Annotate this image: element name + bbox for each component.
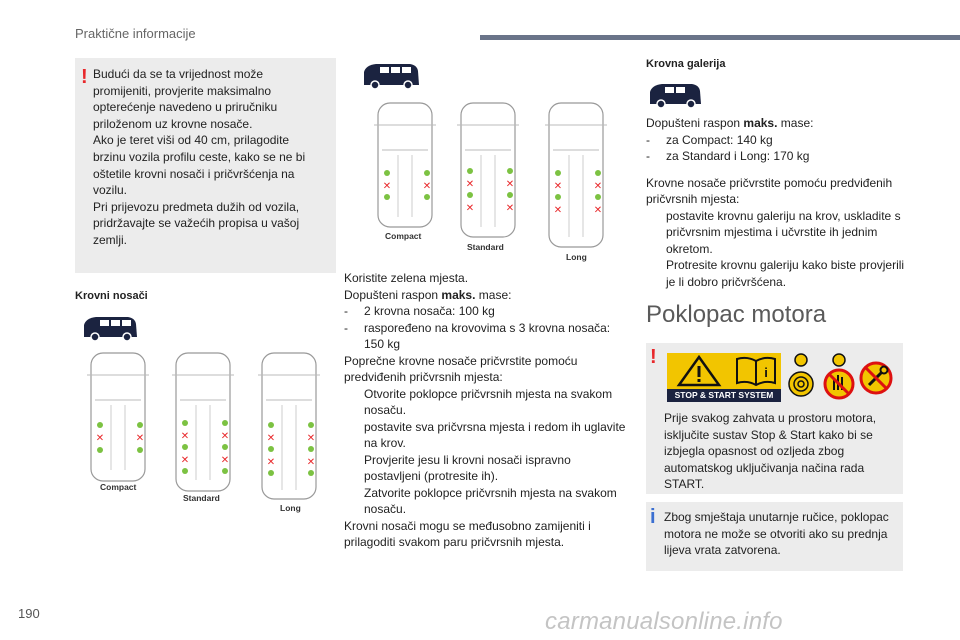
fan-belt-icon (787, 352, 815, 402)
warning-line: priloženom uz krovne nosače. (93, 116, 253, 131)
svg-text:✕: ✕ (593, 181, 603, 192)
warning-line: Pri prijevozu predmeta dužih od vozila, (93, 199, 300, 214)
svg-text:✕: ✕ (180, 455, 190, 466)
roof-bars-title: Krovni nosači (75, 290, 148, 302)
car-top-view-standard (168, 345, 238, 495)
label-long: Long (566, 252, 587, 262)
svg-text:✕: ✕ (553, 181, 563, 192)
text-bold: maks. (743, 116, 778, 130)
header-bar (480, 35, 960, 40)
svg-text:✕: ✕ (465, 203, 475, 214)
text-line: Krovne nosače pričvrstite pomoću predviđenih pričvrsnih mjesta: (646, 175, 893, 206)
info-icon: i (650, 506, 656, 528)
dash: - (646, 149, 650, 163)
warning-line: brzinu vozila profilu ceste, kako se ne bi (93, 149, 306, 164)
list-item (344, 419, 626, 452)
watermark: carmanualsonline.info (545, 608, 783, 635)
text-span: 2 krovna nosača: 100 kg (364, 304, 495, 318)
svg-text:✕: ✕ (180, 431, 190, 442)
label-standard: Standard (183, 493, 220, 503)
warning-icon: ! (650, 346, 657, 368)
svg-text:✕: ✕ (306, 433, 316, 444)
text-span: mase: (780, 116, 814, 130)
text-line: Krovni nosači mogu se međusobno zamijeniti i prilagoditi svakom paru pričvrsnih mjesta. (344, 518, 591, 549)
svg-text:i: i (764, 365, 768, 380)
list-item (344, 452, 626, 485)
text-bold: maks. (441, 287, 476, 302)
text-span: Otvorite poklopce pričvrsnih mjesta na svakom nosaču. (364, 386, 613, 417)
no-hand-icon (822, 352, 856, 402)
roof-rack-text (646, 115, 908, 290)
list-item (646, 208, 908, 258)
warning-line: pridržavajte se važećih propisa u vašoj (93, 216, 300, 231)
no-wrench-icon (858, 360, 894, 396)
label-standard: Standard (467, 242, 504, 252)
car-top-view-compact (370, 95, 440, 230)
dash: - (344, 304, 348, 318)
warning-triangle-icon (667, 353, 731, 389)
info-text: Zbog smještaja unutarnje ručice, poklopac motora ne može se otvoriti ako su prednja lijeva vrata zatvorena. (664, 510, 889, 557)
svg-text:✕: ✕ (593, 205, 603, 216)
label-compact: Compact (100, 482, 137, 492)
svg-text:✕: ✕ (465, 179, 475, 190)
car-top-view-long (254, 345, 324, 503)
svg-text:✕: ✕ (553, 205, 563, 216)
page-number: 190 (18, 606, 40, 621)
label-compact: Compact (385, 231, 422, 241)
warning-line: Ako je teret viši od 40 cm, prilagodite (93, 133, 290, 148)
van-side-icon (80, 312, 140, 344)
list-item (344, 303, 626, 320)
text-span: raspoređeno na krovovima s 3 krovna nosača: 150 kg (364, 320, 611, 351)
dash: - (344, 320, 348, 335)
list-item (344, 386, 626, 419)
warning-line: vozilu. (93, 183, 128, 198)
warning-text (93, 66, 325, 249)
text-span: Dopušteni raspon (646, 116, 741, 130)
warning-line: Budući da se ta vrijednost može (93, 67, 264, 81)
warning-line: zemlji. (93, 232, 128, 247)
svg-text:✕: ✕ (505, 203, 515, 214)
warning-icon: ! (81, 66, 88, 88)
text-span: postavite sva pričvrsna mjesta i redom ih uglavite na krov. (364, 419, 626, 450)
text-span: Zatvorite poklopce pričvrsnih mjesta na svakom nosaču. (364, 485, 617, 516)
dash: - (646, 132, 650, 147)
text-span: mase: (478, 287, 512, 302)
van-side-icon (360, 60, 422, 92)
label-long: Long (280, 503, 301, 513)
list-item (344, 320, 626, 353)
stop-start-warning-text: Prije svakog zahvata u prostoru motora, isključite sustav Stop & Start kako bi se izbjegla opasnost od ozljeda zbog automatskog uključivanja načina rada START. (664, 411, 877, 491)
svg-text:✕: ✕ (135, 433, 145, 444)
van-side-icon (646, 80, 704, 110)
svg-text:✕: ✕ (505, 179, 515, 190)
text-line: Poprečne krovne nosače pričvrstite pomoću predviđenih pričvrsnih mjesta: (344, 353, 578, 384)
text-span: Protresite krovnu galeriju kako biste provjerili je li dobro pričvršćena. (666, 258, 905, 289)
text-line: Koristite zelena mjesta. (344, 271, 469, 285)
text-span: Provjerite jesu li krovni nosači ispravno postavljeni (protresite ih). (364, 452, 571, 483)
svg-text:✕: ✕ (382, 181, 392, 192)
svg-text:✕: ✕ (266, 433, 276, 444)
svg-text:✕: ✕ (220, 431, 230, 442)
roof-rack-title: Krovna galerija (646, 58, 726, 70)
svg-text:✕: ✕ (306, 457, 316, 468)
svg-text:✕: ✕ (422, 181, 432, 192)
svg-text:✕: ✕ (220, 455, 230, 466)
text-line (344, 287, 626, 304)
list-item (344, 485, 626, 518)
text-span: postavite krovnu galeriju na krov, uskladite s pričvrsnim mjestima i učvrstite ih jednim okretom. (666, 208, 901, 256)
text-span: za Compact: 140 kg (666, 132, 773, 147)
car-top-view-compact (83, 345, 153, 485)
middle-text (344, 270, 626, 551)
car-top-view-standard (453, 95, 523, 240)
svg-text:✕: ✕ (95, 433, 105, 444)
list-item (646, 148, 908, 165)
list-item (646, 257, 908, 290)
engine-title: Poklopac motora (646, 301, 827, 328)
car-top-view-long (541, 95, 611, 250)
section-title: Praktične informacije (75, 26, 196, 41)
text-span: za Standard i Long: 170 kg (666, 149, 810, 163)
stop-start-badge: STOP & START SYSTEM (667, 389, 781, 402)
list-item (646, 132, 908, 149)
warning-line: opterećenje navedeno u priručniku (93, 100, 278, 115)
text-line (646, 115, 908, 132)
warning-line: promijeniti, provjerite maksimalno (93, 83, 272, 98)
svg-text:✕: ✕ (266, 457, 276, 468)
warning-line: oštetile krovni nosači i pričvršćenja na (93, 166, 295, 181)
text-span: Dopušteni raspon (344, 287, 439, 302)
manual-book-icon (731, 353, 781, 389)
